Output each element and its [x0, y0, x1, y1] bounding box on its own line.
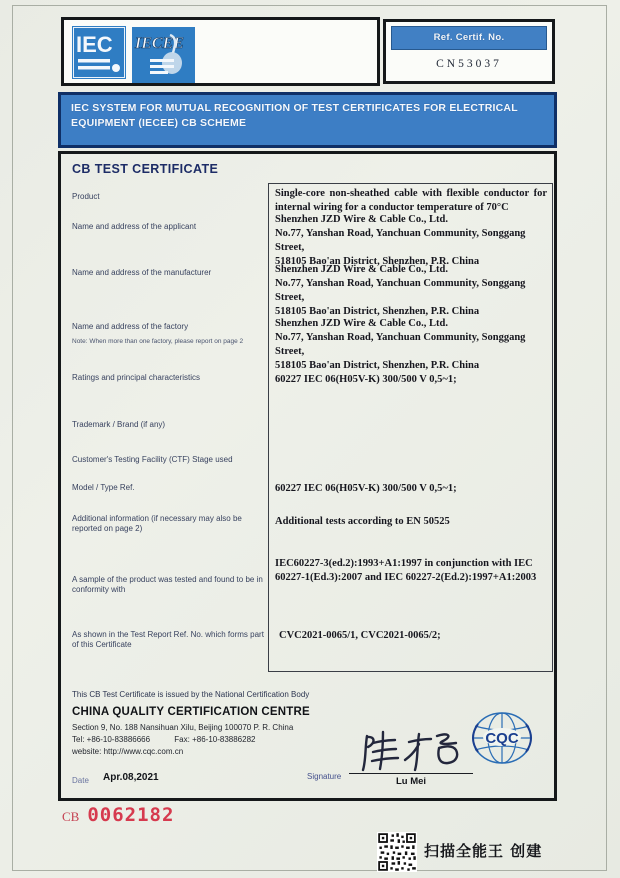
issuer-website: website: http://www.cqc.com.cn [72, 747, 184, 756]
issuer-address: Section 9, No. 188 Nansihuan Xilu, Beijing 100070 P. R. China [72, 723, 294, 732]
manufacturer-address-1: No.77, Yanshan Road, Yanchuan Community, Songgang Street, [275, 278, 526, 303]
manufacturer-address-2: 518105 Bao'an District, Shenzhen, P.R. China [275, 306, 480, 317]
factory-address-1: No.77, Yanshan Road, Yanchuan Community, Songgang Street, [275, 332, 526, 357]
issuer-name: CHINA QUALITY CERTIFICATION CENTRE [72, 706, 310, 718]
product-value: Single-core non-sheathed cable with flexible conductor for internal wiring for a conductor temperature of 70°C [275, 188, 547, 213]
ctf-label: Customer's Testing Facility (CTF) Stage used [72, 455, 233, 464]
additional-info-label: Additional information (if necessary may also be reported on page 2) [72, 514, 242, 534]
cb-certificate-stamp [62, 804, 174, 826]
signature-name: Lu Mei [395, 776, 427, 787]
model-label: Model / Type Ref. [72, 483, 135, 492]
trademark-label: Trademark / Brand (if any) [72, 420, 166, 429]
issuer-telfax [72, 735, 277, 744]
ref-certif-label: Ref. Certif. No. [391, 26, 547, 50]
ratings-value: 60227 IEC 06(H05V-K) 300/500 V 0,5~1; [275, 374, 457, 385]
factory-value [275, 317, 547, 373]
qr-code-icon [377, 832, 417, 872]
stamp-prefix: CB [62, 809, 80, 824]
additional-info-value: Additional tests according to EN 50525 [275, 516, 450, 527]
iecee-logo-icon [132, 27, 195, 83]
iec-logo-icon [72, 26, 126, 79]
signature-line [349, 773, 473, 774]
factory-label: Name and address of the factory [72, 322, 189, 331]
stamp-number: 0062182 [87, 804, 175, 826]
factory-note: Note: When more than one factory, please report on page 2 [72, 338, 244, 345]
signature-label: Signature [307, 772, 342, 781]
date-label: Date [72, 776, 89, 785]
factory-address-2: 518105 Bao'an District, Shenzhen, P.R. China [275, 360, 480, 371]
svg-text:IECEE: IECEE [135, 35, 184, 52]
conformity-label: A sample of the product was tested and found to be in conformity with [72, 575, 263, 595]
certificate-title: CB TEST CERTIFICATE [72, 162, 219, 176]
applicant-address-2: 518105 Bao'an District, Shenzhen, P.R. China [275, 256, 480, 267]
manufacturer-company: Shenzhen JZD Wire & Cable Co., Ltd. [275, 264, 448, 275]
model-value: 60227 IEC 06(H05V-K) 300/500 V 0,5~1; [275, 483, 457, 494]
certificate-body [58, 151, 557, 801]
iecee-scheme-banner: IEC SYSTEM FOR MUTUAL RECOGNITION OF TEST CERTIFICATES FOR ELECTRICAL EQUIPMENT (IECEE) CB SCHEME [58, 92, 557, 148]
manufacturer-value [275, 263, 547, 319]
factory-company: Shenzhen JZD Wire & Cable Co., Ltd. [275, 318, 448, 329]
test-report-label: As shown in the Test Report Ref. No. which forms part of this Certificate [72, 630, 264, 650]
issuer-fax: Fax: +86-10-83886282 [174, 735, 256, 744]
ref-certif-box [383, 19, 555, 84]
applicant-company: Shenzhen JZD Wire & Cable Co., Ltd. [275, 214, 448, 225]
svg-text:CQC: CQC [485, 730, 519, 747]
test-report-value: CVC2021-0065/1, CVC2021-0065/2; [279, 630, 441, 641]
manufacturer-label: Name and address of the manufacturer [72, 268, 212, 277]
applicant-address-1: No.77, Yanshan Road, Yanchuan Community, Songgang Street, [275, 228, 526, 253]
svg-text:IEC: IEC [76, 32, 113, 57]
applicant-label: Name and address of the applicant [72, 222, 197, 231]
header-logo-box [61, 17, 380, 86]
date-value: Apr.08,2021 [103, 772, 159, 783]
conformity-value: IEC60227-3(ed.2):1993+A1:1997 in conjunction with IEC 60227-1(Ed.3):2007 and IEC 60227-2(Ed.2):1997+A1:2003 [275, 558, 537, 583]
issuer-note: This CB Test Certificate is issued by the National Certification Body [72, 690, 310, 699]
ratings-label: Ratings and principal characteristics [72, 373, 201, 382]
camscanner-caption: 扫描全能王 创建 [424, 842, 543, 860]
product-label: Product [72, 192, 100, 201]
issuer-tel: Tel: +86-10-83886666 [72, 735, 151, 744]
ref-certif-number: CN53037 [436, 58, 502, 70]
applicant-value [275, 213, 547, 269]
signature-handwriting [353, 728, 475, 772]
